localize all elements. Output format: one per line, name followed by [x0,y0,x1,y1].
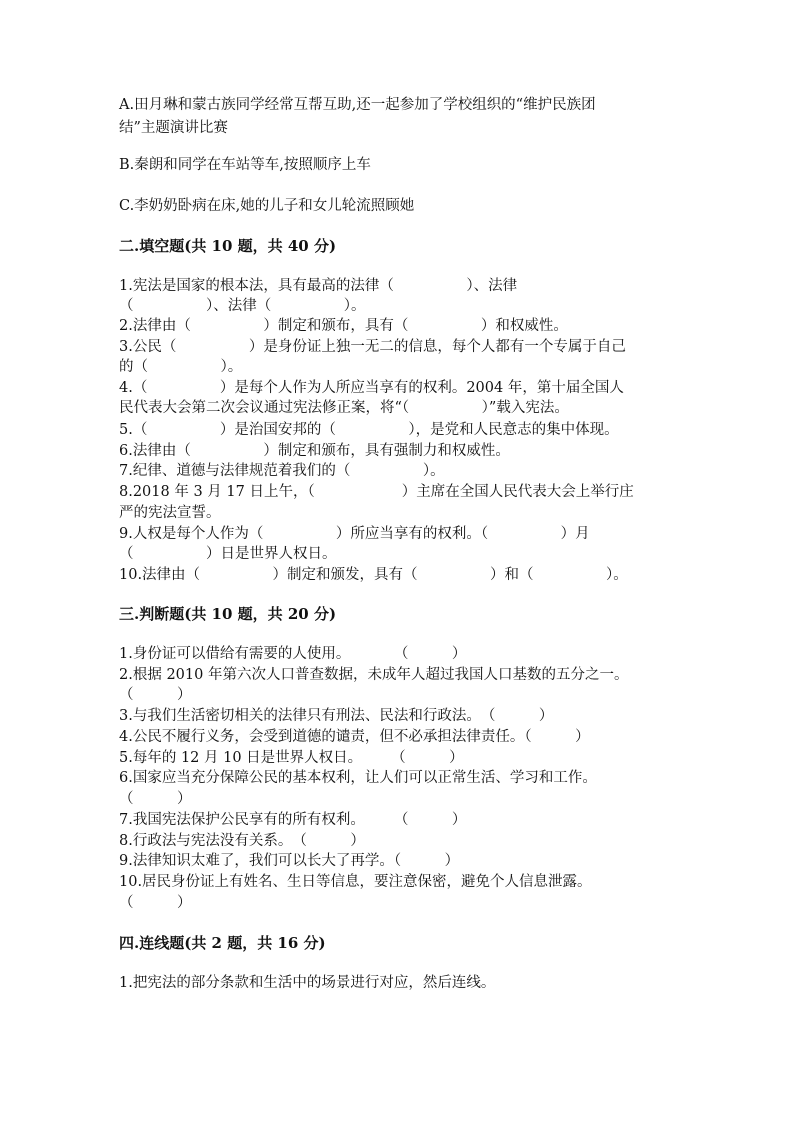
fill-in-line: 2.法律由（ ）制定和颁布，具有（ ）和权威性。 [119,318,568,334]
true-false-line: （ ） [119,895,192,911]
true-false-line: 5.每年的 12 月 10 日是世界人权日。 （ ） [119,750,464,766]
true-false-line: 8.行政法与宪法没有关系。 （ ） [119,833,365,849]
true-false-line: 1.身份证可以借给有需要的人使用。 （ ） [119,646,467,662]
fill-in-line: 4.（ ）是每个人作为人所应当享有的权利。2004 年，第十届全国人 [119,380,624,396]
true-false-line: 2.根据 2010 年第六次人口普查数据，未成年人超过我国人口基数的五分之一。 [119,667,629,683]
fill-in-line: 10.法律由（ ）制定和颁发，具有（ ）和（ ）。 [119,567,628,583]
matching-line: 1.把宪法的部分条款和生活中的场景进行对应，然后连线。 [119,975,496,991]
true-false-line: 9.法律知识太难了，我们可以长大了再学。（ ） [119,853,460,869]
fill-in-line: （ ）日是世界人权日。 [119,546,337,562]
option-a-line1: A.田月琳和蒙古族同学经常互帮互助,还一起参加了学校组织的“维护民族团 [119,97,596,113]
fill-in-line: 民代表大会第二次会议通过宪法修正案，将“（ ）”载入宪法。 [119,400,569,416]
fill-in-line: 7.纪律、道德与法律规范着我们的（ ）。 [119,463,445,479]
fill-in-line: 8.2018 年 3 月 17 日上午，（ ）主席在全国人民代表大会上举行庄 [119,484,634,500]
fill-in-line: 6.法律由（ ）制定和颁布，具有强制力和权威性。 [119,443,510,459]
fill-in-line: 严的宪法宣誓。 [119,505,221,521]
true-false-line: 10.居民身份证上有姓名、生日等信息，要注意保密，避免个人信息泄露。 [119,874,592,890]
section-heading-true-false: 三.判断题(共 10 题，共 20 分) [119,605,337,623]
true-false-line: （ ） [119,791,192,807]
true-false-line: 7.我国宪法保护公民享有的所有权利。 （ ） [119,812,467,828]
fill-in-line: 9.人权是每个人作为（ ）所应当享有的权利。（ ）月 [119,526,590,542]
option-a-line2: 结”主题演讲比赛 [119,120,228,136]
true-false-line: （ ） [119,687,192,703]
fill-in-line: 的（ ）。 [119,359,243,375]
section-heading-matching: 四.连线题(共 2 题，共 16 分) [119,934,326,952]
fill-in-line: 5.（ ）是治国安邦的（ ），是党和人民意志的集中体现。 [119,422,619,438]
section-heading-fill-in: 二.填空题(共 10 题，共 40 分) [119,237,337,255]
true-false-line: 6.国家应当充分保障公民的基本权利，让人们可以正常生活、学习和工作。 [119,770,597,786]
option-c: C.李奶奶卧病在床,她的儿子和女儿轮流照顾她 [119,198,415,214]
true-false-line: 3.与我们生活密切相关的法律只有刑法、民法和行政法。 （ ） [119,708,554,724]
fill-in-line: （ ）、法律（ ）。 [119,298,366,314]
true-false-line: 4.公民不履行义务，会受到道德的谴责，但不必承担法律责任。（ ） [119,729,590,745]
fill-in-line: 1.宪法是国家的根本法，具有最高的法律（ ）、法律 [119,278,518,294]
option-b: B.秦朗和同学在车站等车,按照顺序上车 [119,157,371,173]
fill-in-line: 3.公民（ ）是身份证上独一无二的信息，每个人都有一个专属于自己 [119,339,626,355]
